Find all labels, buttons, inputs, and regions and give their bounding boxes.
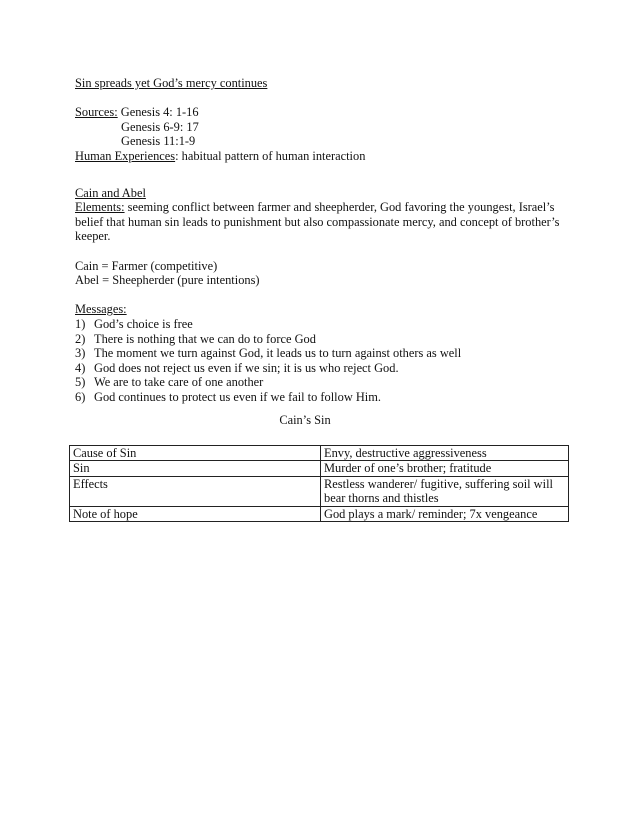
list-item [75, 390, 575, 405]
sources-label: Sources: [75, 105, 118, 120]
human-experiences-line [75, 149, 575, 164]
list-item [75, 332, 575, 347]
list-text: God does not reject us even if we sin; it is us who reject God. [94, 360, 399, 375]
table-row [70, 446, 569, 461]
table-row [70, 476, 569, 506]
list-text: The moment we turn against God, it leads us to turn against others as well [94, 346, 462, 361]
list-number: 1) [75, 316, 86, 331]
list-item [75, 361, 575, 376]
table-cell-value: Restless wanderer/ fugitive, suffering soil will bear thorns and thistles [321, 476, 569, 506]
document-title: Sin spreads yet God’s mercy continues [75, 76, 268, 90]
table-cell-value: Murder of one’s brother; fratitude [321, 461, 569, 476]
human-experiences-label: Human Experiences [75, 148, 176, 163]
source-item: Genesis 11:1-9 [121, 134, 196, 149]
list-number: 2) [75, 331, 86, 346]
elements-label: Elements: [75, 200, 125, 215]
cains-sin-table [69, 445, 569, 522]
table-cell-value: Envy, destructive aggressiveness [321, 446, 569, 461]
messages-label: Messages: [75, 302, 127, 317]
table-row [70, 506, 569, 521]
table-title: Cain’s Sin [279, 413, 331, 428]
table-cell-label: Effects [70, 476, 321, 506]
elements-paragraph [75, 200, 567, 244]
list-text: God continues to protect us even if we fail to follow Him. [94, 389, 381, 404]
table-cell-label: Note of hope [70, 506, 321, 521]
section-heading: Cain and Abel [75, 185, 146, 200]
table-cell-label: Sin [70, 461, 321, 476]
source-item: Genesis 6-9: 17 [121, 119, 199, 134]
list-number: 5) [75, 375, 86, 390]
list-number: 4) [75, 360, 86, 375]
abel-line: Abel = Sheepherder (pure intentions) [75, 273, 260, 288]
table-row [70, 461, 569, 476]
cain-line: Cain = Farmer (competitive) [75, 258, 218, 273]
list-text: We are to take care of one another [94, 375, 264, 390]
list-number: 3) [75, 346, 86, 361]
list-text: God’s choice is free [94, 316, 193, 331]
human-experiences-text: : habitual pattern of human interaction [175, 148, 366, 163]
source-item: Genesis 4: 1-16 [120, 105, 199, 120]
list-item [75, 346, 575, 361]
table-cell-label: Cause of Sin [70, 446, 321, 461]
table-cell-value: God plays a mark/ reminder; 7x vengeance [321, 506, 569, 521]
document-page [75, 76, 575, 434]
list-number: 6) [75, 389, 86, 404]
sources-line [75, 105, 575, 120]
elements-text: seeming conflict between farmer and sheepherder, God favoring the youngest, Israel’s belief that human sin leads to punishment but also compassionate mercy, and concept of brother’s keeper. [75, 200, 560, 244]
list-text: There is nothing that we can do to force God [94, 331, 316, 346]
list-item [75, 375, 575, 390]
list-item [75, 317, 575, 332]
